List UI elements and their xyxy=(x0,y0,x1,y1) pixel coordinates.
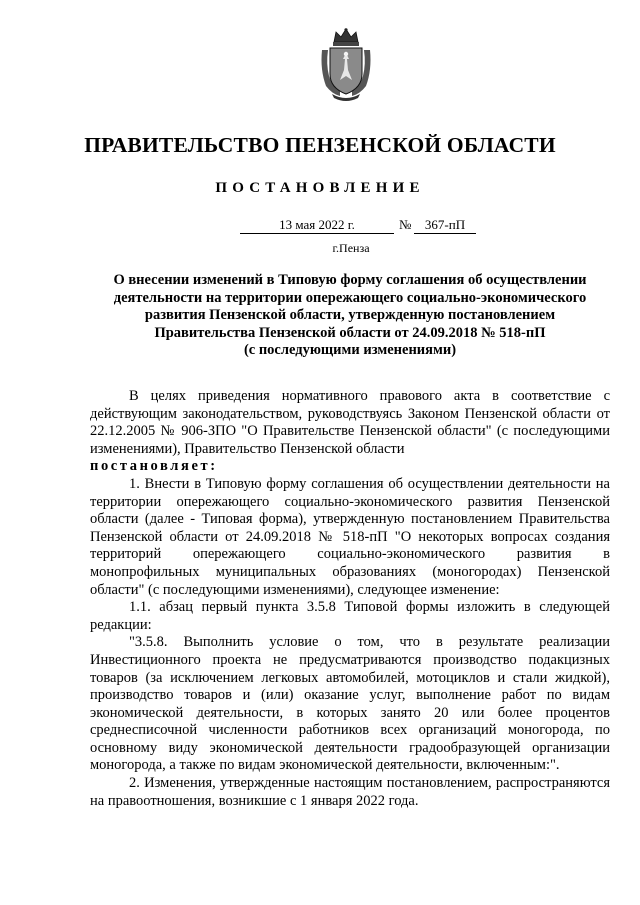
document-date: 13 мая 2022 г. xyxy=(240,217,394,234)
document-type-title: ПОСТАНОВЛЕНИЕ xyxy=(215,180,425,196)
document-body xyxy=(90,388,610,810)
quote-paragraph: "3.5.8. Выполнить условие о том, что в результате реализации Инвестиционного проекта не предусматриваются производство подакцизных товаров (за исключением легковых автомобилей, мотоциклов и стали жидкой), производство товаров и (или) оказание услуг, выполнение работ по видам экономической деятельности, в которых занято 20 или более процентов среднесписочной численности работников всех организаций моногорода, по основному виду экономической деятельности градообразующей организации моногорода, а также по видам экономической деятельности, включенным:". xyxy=(90,634,610,774)
document-subject xyxy=(95,272,605,360)
resolves-paragraph xyxy=(90,458,610,476)
subject-line: деятельности на территории опережающего социально-экономического xyxy=(113,289,587,306)
subject-line: (с последующими изменениями) xyxy=(243,342,457,358)
registration-line xyxy=(0,217,640,237)
subject-line: О внесении изменений в Типовую форму соглашения об осуществлении xyxy=(113,272,587,288)
number-sign: № xyxy=(399,217,412,232)
subject-line: Правительства Пензенской области от 24.09.2018 № 518-пП xyxy=(154,324,546,341)
coat-of-arms-emblem xyxy=(318,28,374,102)
subject-line: развития Пензенской области, утвержденную постановлением xyxy=(144,307,556,323)
city-name: г.Пенза xyxy=(332,241,370,255)
organization-title: ПРАВИТЕЛЬСТВО ПЕНЗЕНСКОЙ ОБЛАСТИ xyxy=(84,133,556,157)
item-2-paragraph: 2. Изменения, утвержденные настоящим постановлением, распространяются на правоотношения, возникшие с 1 января 2022 года. xyxy=(90,775,610,809)
preamble-paragraph: В целях приведения нормативного правового акта в соответствие с действующим законодательством, руководствуясь Законом Пензенской области от 22.12.2005 № 906-ЗПО "О Правительстве Пензенской области" (с последующими изменениями), Правительство Пензенской области xyxy=(90,388,610,457)
item-1-1-paragraph: 1.1. абзац первый пункта 3.5.8 Типовой формы изложить в следующей редакции: xyxy=(90,599,610,633)
document-number: 367-пП xyxy=(414,217,476,234)
item-1-paragraph: 1. Внести в Типовую форму соглашения об осуществлении деятельности на территории опережающего социально-экономического развития Пензенской области (далее - Типовая форма), утвержденную постановлением Правительства Пензенской области от 24.09.2018 № 518-пП "О некоторых вопросах создания территорий опережающего социально-экономического развития в монопрофильных муниципальных образованиях (моногородах) Пензенской области" (с последующими изменениями), следующее изменение: xyxy=(90,475,610,598)
resolves-word: постановляет: xyxy=(90,458,218,475)
